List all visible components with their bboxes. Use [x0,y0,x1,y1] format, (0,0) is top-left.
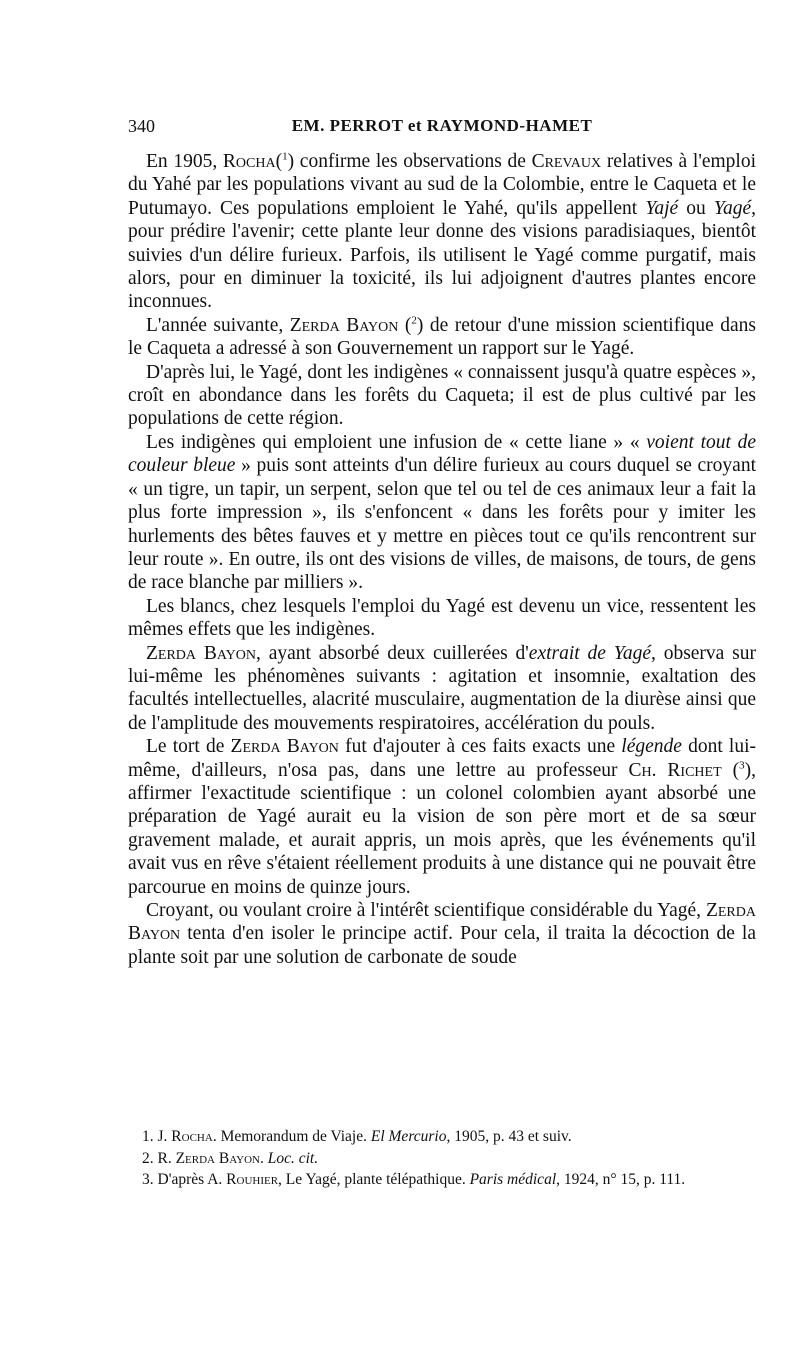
running-head: EM. PERROT et RAYMOND-HAMET [291,116,593,135]
paragraph-5: Les blancs, chez lesquels l'emploi du Yagé est devenu un vice, ressentent les mêmes effets que les indigènes. [128,595,756,641]
footnote-2: 2. R. Zerda Bayon. Loc. cit. [142,1149,319,1167]
footnote-ref-2: 2 [411,314,417,327]
paragraph-7: Le tort de Zerda Bayon fut d'ajouter à ces faits exacts une légende dont lui-même, d'ailleurs, n'osa pas, dans une lettre au professeur Ch. Richet ($^3$), affirmer l'exactitude scientifique : un colonel colombien ayant absorbé une préparation de Yagé aurait eu la vision de son père mort et de sa sœur gravement malade, et aurait appris, un mois après, que les événements qu'il avait vus en rêve s'étaient réellement produits à une distance qui ne pouvait être parcourue en moins de quinze jours. [128,736,756,898]
page-number: 340 [128,116,155,136]
paragraph-4: Les indigènes qui emploient une infusion de « cette liane » « voient tout de couleur bleue » puis sont atteints d'un délire furieux au cours duquel se croyant « un tigre, un tapir, un serpent, selon que tel ou tel de ces animaux leur a fait la plus forte impression », ils s'enfoncent « dans les forêts pour y imiter les hurlements des bêtes fauves et y mettre en pièces tout ce qu'ils rencontrent sur leur route ». En outre, ils ont des visions de villes, de maisons, de tours, de gens de race blanche par milliers ». [128,431,756,594]
footnote-1: 1. J. Rocha. Memorandum de Viaje. El Mercurio, 1905, p. 43 et suiv. [142,1128,572,1145]
footnote-ref-3: 3 [739,759,745,772]
footnote-ref-1: 1 [282,150,288,163]
paragraph-2: L'année suivante, Zerda Bayon ($^2$) de retour d'une mission scientifique dans le Caqueta a adressé à son Gouvernement un rapport sur le Yagé. [128,314,757,360]
footnote-3: 3. D'après A. Rouhier, Le Yagé, plante télépathique. Paris médical, 1924, n° 15, p. 111. [142,1171,686,1188]
paragraph-1: En 1905, Rocha($^1$) confirme les observations de Crevaux relatives à l'emploi du Yahé par les populations vivant au sud de la Colombie, entre le Caqueta et le Putumayo. Ces populations emploient le Yahé, qu'ils appellent Yajé ou Yagé, pour prédire l'avenir; cette plante leur donne des visions paradisiaques, bientôt suivies d'un délire furieux. Parfois, ils utilisent le Yagé comme purgatif, mais alors, pour en diminuer la toxicité, ils lui adjoignent d'autres plantes encore inconnues. [128,150,756,313]
footnotes [128,1126,756,1191]
body-text [128,150,756,969]
paragraph-8: Croyant, ou voulant croire à l'intérêt scientifique considérable du Yagé, Zerda Bayon tenta d'en isoler le principe actif. Pour cela, il traita la décoction de la plante soit par une solution de carbonate de soude [128,900,756,968]
paragraph-6: Zerda Bayon, ayant absorbé deux cuillerées d'extrait de Yagé, observa sur lui-même les phénomènes suivants : agitation et insomnie, exaltation des facultés intellectuelles, alacrité musculaire, augmentation de la diurèse ainsi que de l'amplitude des mouvements respiratoires, accélération du pouls. [128,642,756,734]
paragraph-3: D'après lui, le Yagé, dont les indigènes « connaissent jusqu'à quatre espèces », croît en abondance dans les forêts du Caqueta; il est de plus cultivé par les populations de cette région. [128,361,756,430]
